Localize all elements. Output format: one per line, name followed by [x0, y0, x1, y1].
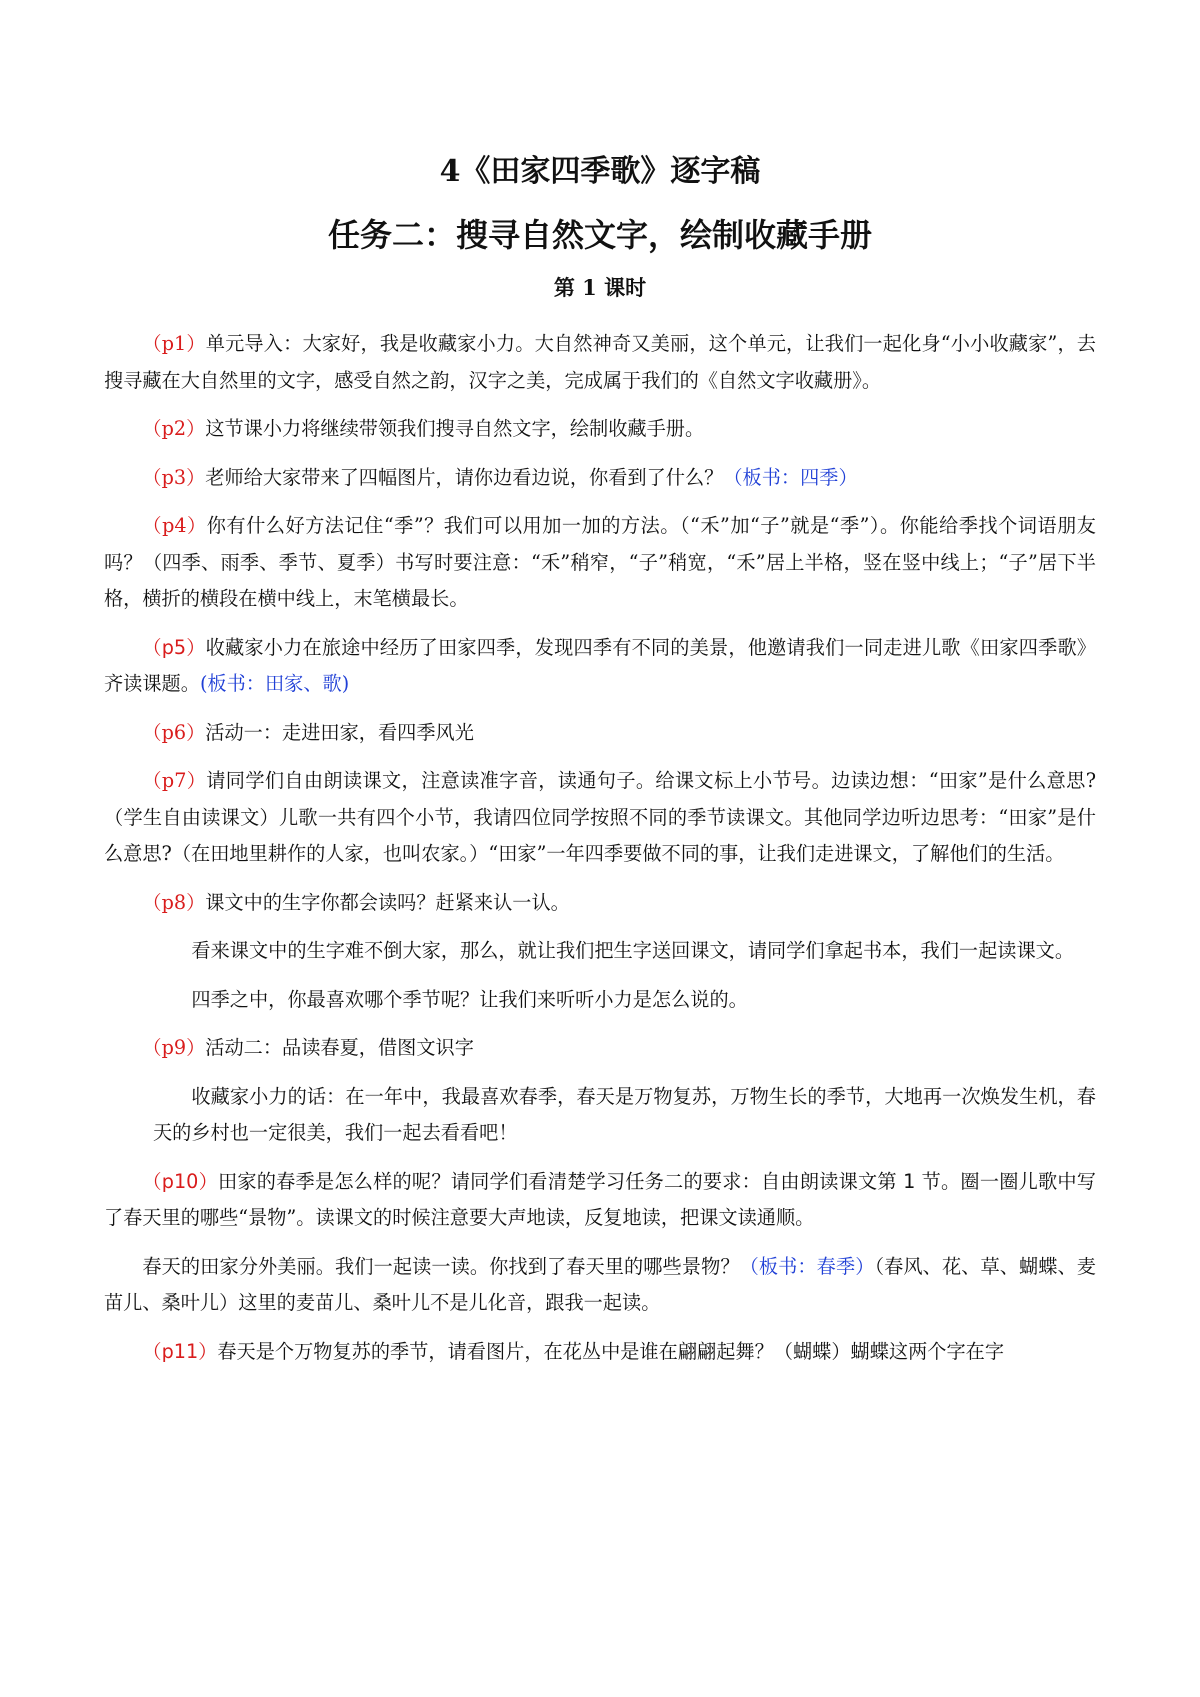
paragraph-plain	[104, 1079, 1096, 1152]
paragraph-p2	[104, 411, 1096, 448]
section-number: 1	[903, 1169, 916, 1193]
paragraph-p11	[104, 1334, 1096, 1371]
paragraph-text: 请同学们自由朗读课文，注意读准字音，读通句子。给课文标上小节号。边读边想：“田家”是什么意思?（学生自由读课文）儿歌一共有四个小节，我请四位同学按照不同的季节读课文。其他同学边听边思考：“田家”是什么意思?（在田地里耕作的人家，也叫农家。）“田家”一年四季要做不同的事，让我们走进课文，了解他们的生活。	[104, 769, 1096, 865]
board-note: （板书：四季）	[723, 465, 858, 489]
paragraph-spring	[104, 1249, 1096, 1322]
paragraph-text: 单元导入：大家好，我是收藏家小力。大自然神奇又美丽，这个单元，让我们一起化身“小小收藏家”，去搜寻藏在大自然里的文字，感受自然之韵，汉字之美，完成属于我们的《自然文字收藏册》。	[104, 332, 1096, 392]
paragraph-p10	[104, 1164, 1096, 1237]
paragraph-text: 你有什么好方法记住“季”？我们可以用加一加的方法。（“禾”加“子”就是“季”）。你能给季找个词语朋友吗？（四季、雨季、季节、夏季）书写时要注意：“禾”稍窄，“子”稍宽，“禾”居上半格，竖在竖中线上；“子”居下半格，横折的横段在横中线上，末笔横最长。	[104, 514, 1096, 610]
paragraph-text: 活动一：走进田家，看四季风光	[205, 720, 474, 744]
page-tag: （p2）	[142, 417, 206, 440]
paragraph-text: 收藏家小力在旅途中经历了田家四季，发现四季有不同的美景，他邀请我们一同走进儿歌《田家四季歌》齐读课题。	[104, 635, 1096, 695]
lesson-title: 第 1 课时	[553, 275, 647, 300]
page-tag: （p1）	[142, 332, 206, 355]
paragraph-p9	[104, 1030, 1096, 1067]
paragraph-text: 这节课小力将继续带领我们搜寻自然文字，绘制收藏手册。	[205, 417, 705, 440]
page-tag: （p5）	[142, 635, 206, 659]
page-tag: （p9）	[142, 1036, 206, 1059]
paragraph-text: 春天的田家分外美丽。我们一起读一读。你找到了春天里的哪些景物？	[142, 1254, 740, 1278]
paragraph-text: 收藏家小力的话：在一年中，我最喜欢春季，春天是万物复苏，万物生长的季节，大地再一次焕发生机，春天的乡村也一定很美，我们一起去看看吧！	[153, 1084, 1096, 1144]
page-tag: （p3）	[142, 465, 206, 489]
page-tag: （p8）	[142, 890, 206, 914]
page-tag: （p11）	[142, 1339, 218, 1363]
paragraph-p7	[104, 763, 1096, 873]
paragraph-text: 四季之中，你最喜欢哪个季节呢？让我们来听听小力是怎么说的。	[191, 987, 748, 1011]
page-tag: （p7）	[142, 769, 207, 792]
paragraph-text: 看来课文中的生字难不倒大家，那么，就让我们把生字送回课文，请同学们拿起书本，我们一起读课文。	[191, 939, 1075, 962]
paragraph-text: 节。圈一圈儿歌中写了春天里的哪些“景物”。读课文的时候注意要大声地读，反复地读，把课文读通顺。	[104, 1169, 1096, 1229]
paragraph-plain	[104, 982, 1096, 1019]
document-title: 4《田家四季歌》逐字稿	[439, 154, 761, 189]
page-tag: （p10）	[142, 1169, 218, 1193]
paragraph-p5	[104, 630, 1096, 703]
paragraph-p1	[104, 326, 1096, 399]
page-tag: （p4）	[142, 514, 207, 537]
board-note: （板书：春季）	[739, 1254, 875, 1278]
page-tag: （p6）	[142, 720, 206, 744]
paragraph-p4	[104, 508, 1096, 618]
board-note: (板书：田家、歌)	[199, 672, 350, 695]
paragraph-text: （春风、花、草、蝴蝶、麦苗儿、桑叶儿）这里的麦苗儿、桑叶儿不是儿化音，跟我一起读。	[104, 1254, 1096, 1314]
paragraph-text: 老师给大家带来了四幅图片，请你边看边说，你看到了什么？	[205, 465, 724, 489]
paragraph-text: 课文中的生字你都会读吗？赶紧来认一认。	[205, 890, 570, 914]
paragraph-text: 活动二：品读春夏，借图文识字	[205, 1036, 474, 1059]
paragraph-p6	[104, 715, 1096, 752]
paragraph-p3	[104, 460, 1096, 497]
paragraph-plain	[104, 933, 1096, 970]
task-title: 任务二：搜寻自然文字，绘制收藏手册	[327, 216, 872, 254]
paragraph-text: 田家的春季是怎么样的呢？请同学们看清楚学习任务二的要求：自由朗读课文第	[217, 1169, 904, 1193]
paragraph-text: 春天是个万物复苏的季节，请看图片，在花丛中是谁在翩翩起舞？（蝴蝶）蝴蝶这两个字在字	[217, 1339, 1005, 1363]
paragraph-p8	[104, 885, 1096, 922]
